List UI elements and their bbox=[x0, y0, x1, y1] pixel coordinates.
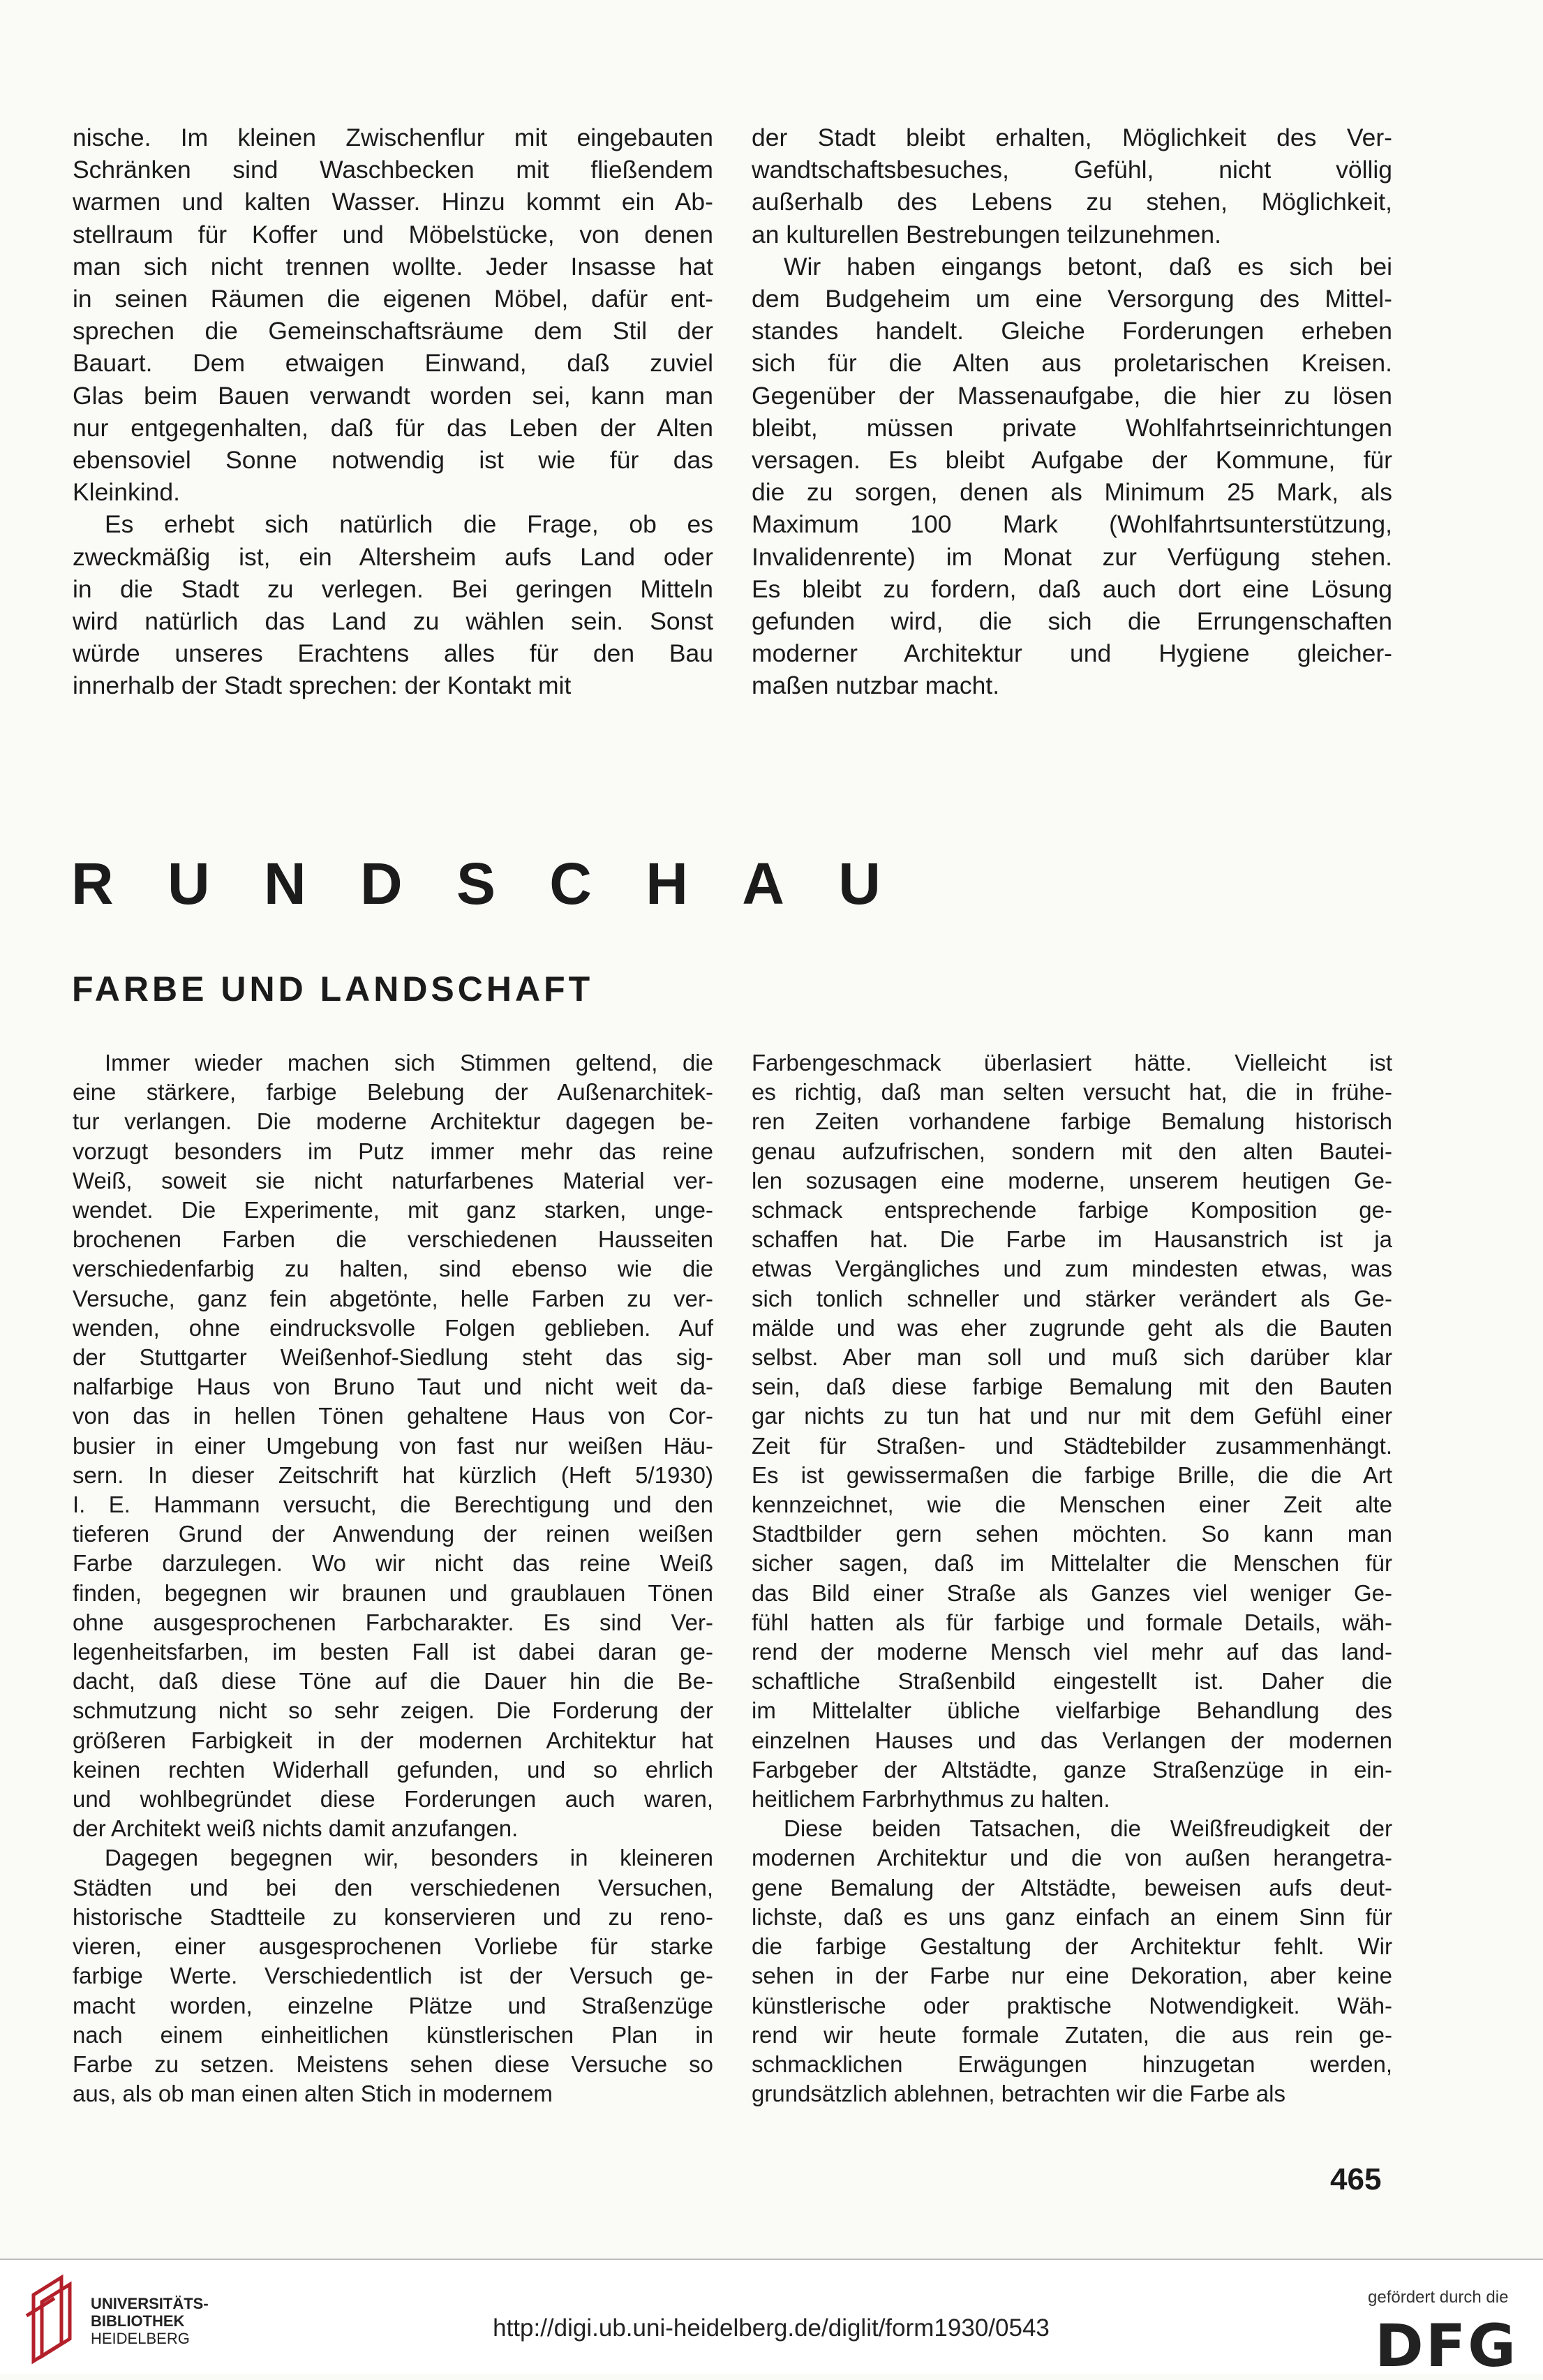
text-line: der Stadt bleibt erhalten, Möglichkeit des Ver- bbox=[752, 124, 1392, 151]
text-line: Immer wieder machen sich Stimmen geltend, die bbox=[105, 1050, 713, 1076]
text-line: außerhalb des Lebens zu stehen, Möglichkeit, bbox=[752, 188, 1392, 216]
text-line: Es ist gewissermaßen die farbige Brille, die die Art bbox=[752, 1462, 1392, 1488]
text-line: im Mittelalter übliche vielfarbige Behandlung des bbox=[752, 1697, 1392, 1724]
text-line: Zeit für Straßen- und Städtebilder zusammenhängt. bbox=[752, 1432, 1392, 1459]
text-line: maßen nutzbar macht. bbox=[752, 671, 1000, 700]
text-line: eine stärkere, farbige Belebung der Außenarchitek- bbox=[73, 1079, 713, 1106]
text-line: Schränken sind Waschbecken mit fließendem bbox=[73, 156, 713, 184]
text-line: wird natürlich das Land zu wählen sein. Sonst bbox=[73, 607, 713, 636]
text-line: schmack entsprechende farbige Komposition ge- bbox=[752, 1197, 1392, 1224]
text-line: kennzeichnet, wie die Menschen einer Zeit alte bbox=[752, 1492, 1392, 1518]
text-line: würde unseres Erachtens alles für den Bau bbox=[73, 639, 713, 668]
text-line: farbige Werte. Verschiedentlich ist der Versuch ge- bbox=[73, 1963, 713, 1989]
text-line: rend wir heute formale Zutaten, die aus rein ge- bbox=[752, 2021, 1392, 2048]
text-line: der Stuttgarter Weißenhof-Siedlung steht das sig- bbox=[73, 1344, 713, 1371]
text-line: vorzugt besonders im Putz immer mehr das reine bbox=[73, 1138, 713, 1164]
text-line: und wohlbegründet diese Forderungen auch waren, bbox=[73, 1786, 713, 1813]
paragraph bbox=[752, 1048, 1392, 1814]
text-line: stellraum für Koffer und Möbelstücke, von denen bbox=[73, 220, 713, 248]
text-line: Dagegen begegnen wir, besonders in kleineren bbox=[105, 1845, 713, 1871]
text-line: Invalidenrente) im Monat zur Verfügung stehen. bbox=[752, 542, 1392, 571]
text-line: tur verlangen. Die moderne Architektur dagegen be- bbox=[73, 1108, 713, 1135]
top-left-column bbox=[73, 121, 713, 702]
text-line: nach einem einheitlichen künstlerischen Plan in bbox=[73, 2021, 713, 2048]
text-line: bleibt, müssen private Wohlfahrtseinrichtungen bbox=[752, 413, 1392, 442]
section-heading-letter: C bbox=[549, 851, 592, 916]
text-line: einzelnen Hauses und das Verlangen der modernen bbox=[752, 1727, 1392, 1753]
text-line: sein, daß diese farbige Bemalung mit den Bauten bbox=[752, 1374, 1392, 1400]
text-line: Glas beim Bauen verwandt worden sei, kann man bbox=[73, 381, 713, 410]
text-line: sprechen die Gemeinschaftsräume dem Stil der bbox=[73, 317, 713, 345]
text-line: rend der moderne Mensch viel mehr auf das land- bbox=[752, 1639, 1392, 1665]
article-left-column bbox=[73, 1048, 713, 2108]
text-line: sich für die Alten aus proletarischen Kreisen. bbox=[752, 349, 1392, 378]
text-line: finden, begegnen wir braunen und graublauen Tönen bbox=[73, 1579, 713, 1606]
text-line: aus, als ob man einen alten Stich in modernem bbox=[73, 2081, 553, 2107]
paragraph bbox=[752, 1814, 1392, 2108]
text-line: wenden, ohne eindrucksvolle Folgen geblieben. Auf bbox=[73, 1314, 713, 1341]
text-line: ohne ausgesprochenen Farbcharakter. Es sind Ver- bbox=[73, 1609, 713, 1635]
text-line: es richtig, daß man selten versucht hat, die in frühe- bbox=[752, 1079, 1392, 1106]
section-heading-letter: S bbox=[456, 851, 495, 916]
section-heading-letter: D bbox=[359, 851, 403, 916]
text-line: Farbengeschmack überlasiert hätte. Vielleicht ist bbox=[752, 1050, 1392, 1076]
text-line: wandtschaftsbesuches, Gefühl, nicht völlig bbox=[752, 156, 1392, 184]
text-line: Bauart. Dem etwaigen Einwand, daß zuviel bbox=[73, 349, 713, 378]
text-line: die zu sorgen, denen als Minimum 25 Mark, als bbox=[752, 478, 1392, 507]
text-line: Weiß, soweit sie nicht naturfarbenes Material ver- bbox=[73, 1167, 713, 1193]
paragraph bbox=[73, 1048, 713, 1843]
text-line: an kulturellen Bestrebungen teilzunehmen. bbox=[752, 220, 1221, 248]
text-line: nische. Im kleinen Zwischenflur mit eingebauten bbox=[73, 124, 713, 151]
text-line: fühl hatten als für farbige und formale Details, wäh- bbox=[752, 1609, 1392, 1635]
text-line: moderner Architektur und Hygiene gleicher- bbox=[752, 639, 1392, 668]
text-line: künstlerische oder praktische Notwendigkeit. Wäh- bbox=[752, 1992, 1392, 2018]
text-line: keinen rechten Widerhall gefunden, und so ehrlich bbox=[73, 1756, 713, 1783]
text-line: warmen und kalten Wasser. Hinzu kommt ein Ab- bbox=[73, 188, 713, 216]
paragraph bbox=[752, 251, 1392, 702]
paragraph bbox=[752, 121, 1392, 251]
text-line: Kleinkind. bbox=[73, 478, 180, 507]
text-line: Farbgeber der Altstädte, ganze Straßenzüge in ein- bbox=[752, 1756, 1392, 1783]
library-logo-icon bbox=[20, 2274, 82, 2365]
text-line: dem Budgeheim um eine Versorgung des Mittel- bbox=[752, 285, 1392, 313]
text-line: Es bleibt zu fordern, daß auch dort eine Lösung bbox=[752, 574, 1392, 603]
text-line: gar nichts zu tun hat und nur mit dem Gefühl einer bbox=[752, 1403, 1392, 1429]
text-line: sehen in der Farbe nur eine Dekoration, aber keine bbox=[752, 1963, 1392, 1989]
text-line: schmutzung nicht so sehr zeigen. Die Forderung der bbox=[73, 1697, 713, 1724]
paragraph bbox=[73, 1843, 713, 2108]
text-line: selbst. Aber man soll und muß sich darüber klar bbox=[752, 1344, 1392, 1371]
text-line: historische Stadtteile zu konservieren und zu reno- bbox=[73, 1903, 713, 1930]
section-heading-letter: U bbox=[838, 851, 881, 916]
text-line: Maximum 100 Mark (Wohlfahrtsunterstützung, bbox=[752, 510, 1392, 539]
text-line: Versuche, ganz fein abgetönte, helle Farben zu ver- bbox=[73, 1285, 713, 1311]
section-heading-letter: H bbox=[646, 851, 688, 916]
text-line: mälde und was eher zugrunde geht als die Bauten bbox=[752, 1314, 1392, 1341]
text-line: heitlichem Farbrhythmus zu halten. bbox=[752, 1786, 1110, 1813]
text-line: legenheitsfarben, im besten Fall ist dabei daran ge- bbox=[73, 1639, 713, 1665]
text-line: schaffen hat. Die Farbe im Hausanstrich ist ja bbox=[752, 1226, 1392, 1253]
section-heading-letter: U bbox=[167, 851, 210, 916]
text-line: modernen Architektur und die von außen herangetra- bbox=[752, 1845, 1392, 1871]
section-heading-letter: A bbox=[742, 851, 784, 916]
library-name bbox=[91, 2295, 209, 2347]
text-line: ren Zeiten vorhandene farbige Bemalung historisch bbox=[752, 1108, 1392, 1135]
dfg-logo: DFG bbox=[1375, 2312, 1519, 2380]
text-line: das Bild einer Straße als Ganzes viel weniger Ge- bbox=[752, 1579, 1392, 1606]
text-line: verschiedenfarbig zu halten, sind ebenso wie die bbox=[73, 1256, 713, 1282]
text-line: macht worden, einzelne Plätze und Straßenzüge bbox=[73, 1992, 713, 2018]
text-line: vieren, einer ausgesprochenen Vorliebe für starke bbox=[73, 1933, 713, 1960]
text-line: innerhalb der Stadt sprechen: der Kontakt mit bbox=[73, 671, 572, 700]
text-line: brochenen Farben die verschiedenen Hausseiten bbox=[73, 1226, 713, 1253]
source-url-link[interactable]: http://digi.ub.uni-heidelberg.de/diglit/form1930/0543 bbox=[493, 2314, 1050, 2342]
text-line: wendet. Die Experimente, mit ganz starken, unge- bbox=[73, 1197, 713, 1224]
text-line: Diese beiden Tatsachen, die Weißfreudigkeit der bbox=[784, 1815, 1392, 1842]
text-line: len sozusagen eine moderne, unserem heutigen Ge- bbox=[752, 1167, 1392, 1193]
text-line: gene Bemalung der Altstädte, beweisen aufs deut- bbox=[752, 1874, 1392, 1901]
text-line: Farbe darzulegen. Wo wir nicht das reine Weiß bbox=[73, 1550, 713, 1577]
text-line: sicher sagen, daß im Mittelalter die Menschen für bbox=[752, 1550, 1392, 1577]
text-line: ebensoviel Sonne notwendig ist wie für das bbox=[73, 446, 713, 475]
text-line: Farbe zu setzen. Meistens sehen diese Versuche so bbox=[73, 2051, 713, 2077]
text-line: in die Stadt zu verlegen. Bei geringen Mitteln bbox=[73, 574, 713, 603]
text-line: die farbige Gestaltung der Architektur fehlt. Wir bbox=[752, 1933, 1392, 1960]
text-line: dacht, daß diese Töne auf die Dauer hin die Be- bbox=[73, 1668, 713, 1695]
text-line: zweckmäßig ist, ein Altersheim aufs Land oder bbox=[73, 542, 713, 571]
library-name-line: HEIDELBERG bbox=[91, 2330, 190, 2347]
text-line: grundsätzlich ablehnen, betrachten wir die Farbe als bbox=[752, 2081, 1285, 2107]
text-line: sern. In dieser Zeitschrift hat kürzlich (Heft 5/1930) bbox=[73, 1462, 713, 1488]
text-line: schaftliche Straßenbild eingestellt ist. Daher die bbox=[752, 1668, 1392, 1695]
section-heading-letter: R bbox=[71, 851, 114, 916]
text-line: genau aufzufrischen, sondern mit den alten Bautei- bbox=[752, 1138, 1392, 1164]
text-line: Gegenüber der Massenaufgabe, die hier zu lösen bbox=[752, 381, 1392, 410]
library-name-line: UNIVERSITÄTS- bbox=[91, 2295, 209, 2312]
paragraph bbox=[73, 508, 713, 701]
text-line: Städten und bei den verschiedenen Versuchen, bbox=[73, 1874, 713, 1901]
article-right-column bbox=[752, 1048, 1392, 2108]
text-line: busier in einer Umgebung von fast nur weißen Häu- bbox=[73, 1432, 713, 1459]
text-line: standes handelt. Gleiche Forderungen erheben bbox=[752, 317, 1392, 345]
text-line: von das in hellen Tönen gehaltene Haus von Cor- bbox=[73, 1403, 713, 1429]
footer-bar bbox=[0, 2259, 1543, 2380]
paragraph bbox=[73, 121, 713, 508]
text-line: lichste, daß es uns ganz einfach an einem Sinn für bbox=[752, 1903, 1392, 1930]
page-number: 465 bbox=[1330, 2162, 1382, 2196]
library-name-line: BIBLIOTHEK bbox=[91, 2312, 185, 2330]
text-line: der Architekt weiß nichts damit anzufangen. bbox=[73, 1815, 519, 1842]
text-line: Es erhebt sich natürlich die Frage, ob es bbox=[105, 510, 713, 539]
text-line: schmacklichen Erwägungen hinzugetan werden, bbox=[752, 2051, 1392, 2077]
text-line: Stadtbilder gern sehen möchten. So kann man bbox=[752, 1521, 1392, 1547]
text-line: Wir haben eingangs betont, daß es sich bei bbox=[784, 252, 1392, 281]
text-line: etwas Vergängliches und zum mindesten etwas, was bbox=[752, 1256, 1392, 1282]
section-heading-letter: N bbox=[263, 851, 306, 916]
funding-caption: gefördert durch die bbox=[1368, 2288, 1509, 2307]
text-line: versagen. Es bleibt Aufgabe der Kommune, für bbox=[752, 446, 1392, 475]
text-line: sich tonlich schneller und stärker verändert als Ge- bbox=[752, 1285, 1392, 1311]
text-line: man sich nicht trennen wollte. Jeder Insasse hat bbox=[73, 252, 713, 281]
text-line: gefunden wird, die sich die Errungenschaften bbox=[752, 607, 1392, 636]
text-line: tieferen Grund der Anwendung der reinen weißen bbox=[73, 1521, 713, 1547]
section-heading bbox=[71, 850, 881, 918]
top-right-column bbox=[752, 121, 1392, 702]
text-line: nalfarbige Haus von Bruno Taut und nicht weit da- bbox=[73, 1374, 713, 1400]
text-line: größeren Farbigkeit in der modernen Architektur hat bbox=[73, 1727, 713, 1753]
text-line: nur entgegenhalten, daß für das Leben der Alten bbox=[73, 413, 713, 442]
text-line: in seinen Räumen die eigenen Möbel, dafür ent- bbox=[73, 285, 713, 313]
article-title: FARBE UND LANDSCHAFT bbox=[72, 969, 594, 1009]
text-line: I. E. Hammann versucht, die Berechtigung und den bbox=[73, 1492, 713, 1518]
